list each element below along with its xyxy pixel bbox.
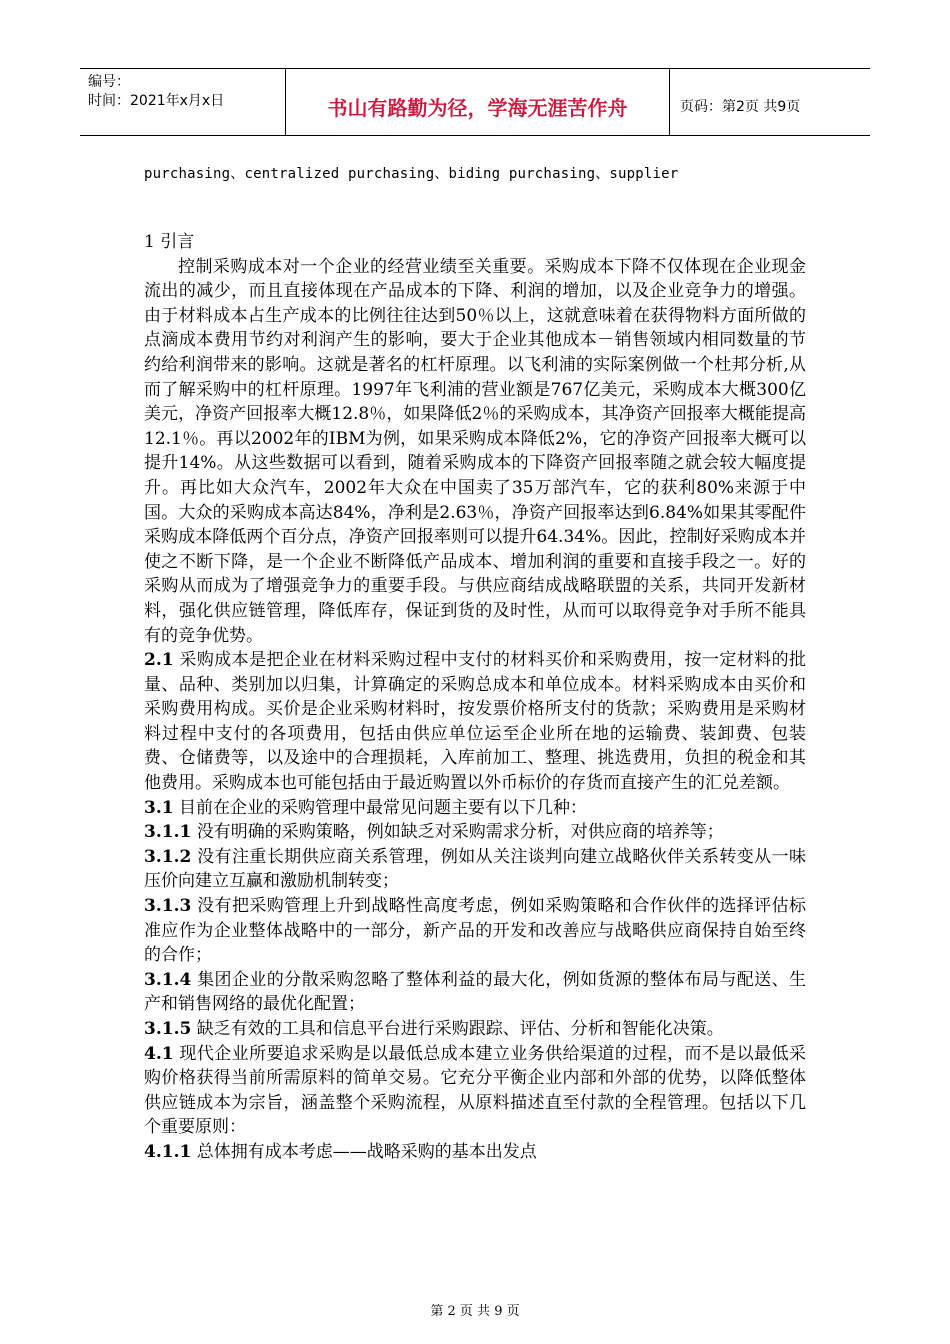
paragraph-text: 目前在企业的采购管理中最常见问题主要有以下几种： (178, 797, 587, 818)
keywords-line: purchasing、centralized purchasing、biding purchasing、supplier (144, 166, 679, 182)
time-label: 时间：2021年x月x日 (88, 93, 225, 109)
paragraph (144, 1140, 806, 1165)
paragraph (144, 1042, 806, 1140)
section-number: 3.1.1 (144, 822, 192, 843)
paragraph (144, 648, 806, 796)
section-number: 3.1.3 (144, 896, 192, 917)
section-number: 3.1.4 (144, 969, 192, 990)
paragraph-text: 没有明确的采购策略，例如缺乏对采购需求分析，对供应商的培养等； (196, 822, 724, 843)
paragraph-text: 控制采购成本对一个企业的经营业绩至关重要。采购成本下降不仅体现在企业现金流出的减少，而且直接体现在产品成本的下降、利润的增加，以及企业竞争力的增强。由于材料成本占生产成本的比例往往达到50％以上，这就意味着在获得物料方面所做的点滴成本费用节约对利润产生的影响，要大于企业其他成本－销售领域内相同数量的节约给利润带来的影响。这就是著名的杠杆原理。以飞利浦的实际案例做一个杜邦分析,从而了解采购中的杠杆原理。1997年飞利浦的营业额是767亿美元，采购成本大概300亿美元，净资产回报率大概12.8％，如果降低2％的采购成本，其净资产回报率大概能提高12.1％。再以2002年的IBM为例，如果采购成本降低2%，它的净资产回报率大概可以提升14%。从这些数据可以看到，随着采购成本的下降资产回报率随之就会较大幅度提升。再比如大众汽车，2002年大众在中国卖了35万部汽车，它的获利80%来源于中国。大众的采购成本高达84%，净利是2.63％，净资产回报率达到6.84%如果其零配件采购成本降低两个百分点，净资产回报率则可以提升64.34%。因此，控制好采购成本并使之不断下降，是一个企业不断降低产品成本、增加利润的重要和直接手段之一。好的采购从而成为了增强竞争力的重要手段。与供应商结成战略联盟的关系，共同开发新材料，强化供应链管理，降低库存，保证到货的及时性，从而可以取得竞争对手所不能具有的竞争优势。 (144, 256, 806, 646)
paragraph-text: 现代企业所要追求采购是以最低总成本建立业务供给渠道的过程，而不是以最低采购价格获得当前所需原料的简单交易。它充分平衡企业内部和外部的优势，以降低整体供应链成本为宗旨，涵盖整个采购流程，从原料描述直至付款的全程管理。包括以下几个重要原则： (144, 1043, 807, 1138)
paragraph (144, 1017, 806, 1042)
serial-label: 编号： (88, 74, 130, 90)
paragraph-text: 没有注重长期供应商关系管理，例如从关注谈判向建立战略伙伴关系转变从一味压价向建立互赢和激励机制转变； (144, 846, 806, 892)
page-header (80, 68, 870, 136)
header-motto: 书山有路勤为径，学海无涯苦作舟 (286, 69, 670, 135)
section-number: 3.1.2 (144, 846, 192, 867)
paragraph-text: 集团企业的分散采购忽略了整体利益的最大化，例如货源的整体布局与配送、生产和销售网络的最优化配置； (144, 969, 806, 1015)
paragraph (144, 796, 806, 821)
header-meta (80, 69, 286, 135)
paragraph (144, 968, 806, 1017)
paragraph (144, 894, 806, 968)
document-body (144, 230, 806, 1165)
paragraph (144, 255, 806, 649)
paragraph (144, 820, 806, 845)
section-number: 3.1 (144, 797, 174, 818)
header-page-label: 页码：第2页 共9页 (680, 99, 801, 115)
paragraph-text: 1 引言 (144, 232, 195, 252)
paragraph-text: 缺乏有效的工具和信息平台进行采购跟踪、评估、分析和智能化决策。 (196, 1019, 724, 1039)
paragraph-text: 没有把采购管理上升到战略性高度考虑，例如采购策略和合作伙伴的选择评估标准应作为企业整体战略中的一部分，新产品的开发和改善应与战略供应商保持自始至终的合作； (144, 896, 806, 966)
paragraph (144, 845, 806, 894)
section-number: 2.1 (144, 650, 174, 671)
section-number: 3.1.5 (144, 1019, 192, 1039)
page-footer: 第 2 页 共 9 页 (430, 1304, 520, 1319)
paragraph-text: 总体拥有成本考虑——战略采购的基本出发点 (196, 1141, 537, 1162)
paragraph-text: 采购成本是把企业在材料采购过程中支付的材料买价和采购费用，按一定材料的批量、品种、类别加以归集，计算确定的采购总成本和单位成本。材料采购成本由买价和采购费用构成。买价是企业采购材料时，按发票价格所支付的货款；采购费用是采购材料过程中支付的各项费用，包括由供应单位运至企业所在地的运输费、装卸费、包装费、仓储费等，以及途中的合理损耗，入库前加工、整理、挑选费用，负担的税金和其他费用。采购成本也可能包括由于最近购置以外币标价的存货而直接产生的汇兑差额。 (144, 650, 807, 794)
section-number: 4.1.1 (144, 1141, 192, 1162)
section-number: 4.1 (144, 1043, 174, 1064)
paragraph (144, 230, 806, 255)
